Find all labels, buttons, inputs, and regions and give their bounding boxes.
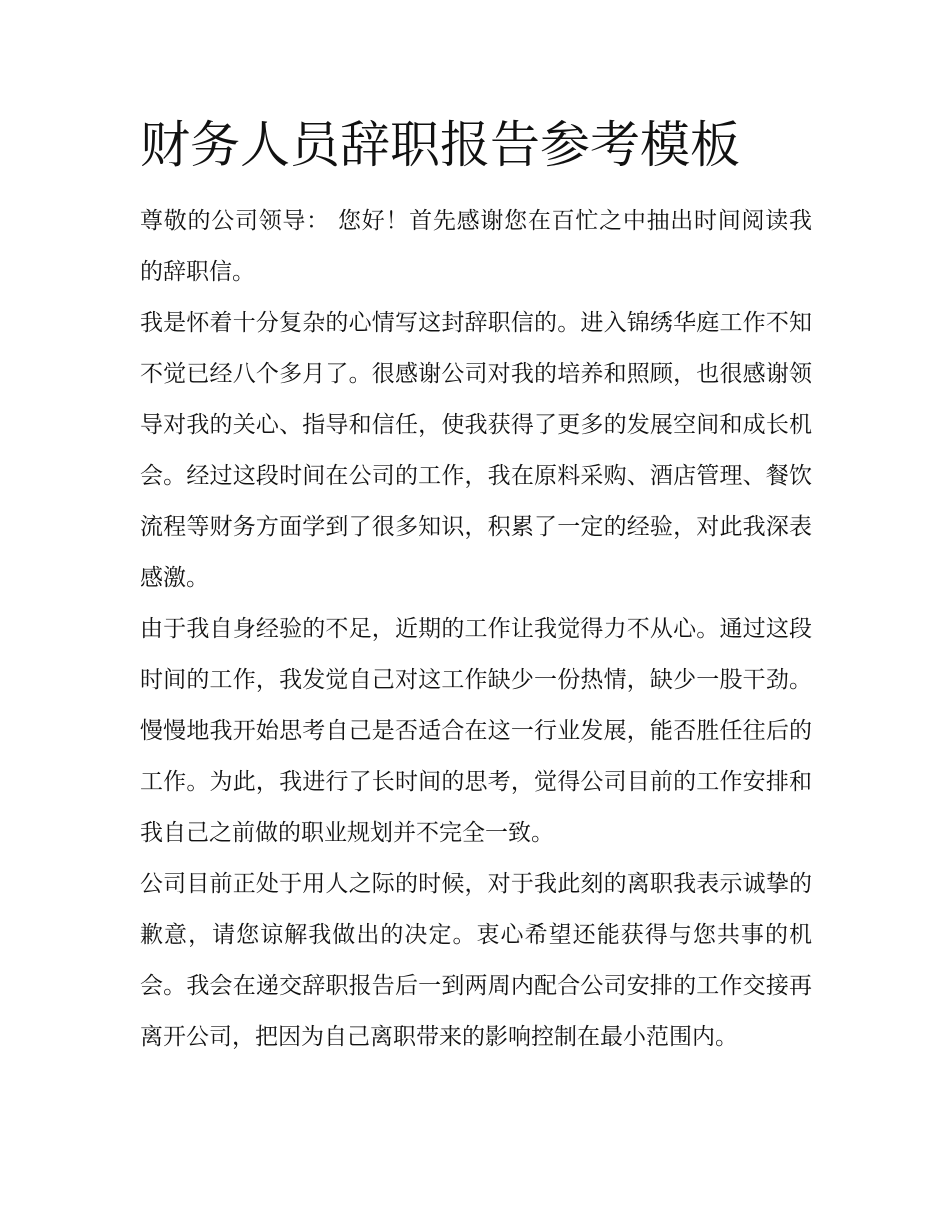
paragraph-greeting: 尊敬的公司领导： 您好！首先感谢您在百忙之中抽出时间阅读我的辞职信。 [140, 208, 812, 285]
paragraph-gratitude: 我是怀着十分复杂的心情写这封辞职信的。进入锦绣华庭工作不知不觉已经八个多月了。很感谢公司对我的培养和照顾，也很感谢领导对我的关心、指导和信任，使我获得了更多的发展空间和成长机会。经过这段时间在公司的工作，我在原料采购、酒店管理、餐饮流程等财务方面学到了很多知识，积累了一定的经验，对此我深表感激。 [140, 310, 812, 591]
paragraph-reason: 由于我自身经验的不足，近期的工作让我觉得力不从心。通过这段时间的工作，我发觉自己对这工作缺少一份热情，缺少一股干劲。慢慢地我开始思考自己是否适合在这一行业发展，能否胜任往后的工作。为此，我进行了长时间的思考，觉得公司目前的工作安排和我自己之前做的职业规划并不完全一致。 [140, 616, 812, 846]
paragraph-apology: 公司目前正处于用人之际的时候，对于我此刻的离职我表示诚挚的歉意，请您谅解我做出的决定。衷心希望还能获得与您共事的机会。我会在递交辞职报告后一到两周内配合公司安排的工作交接再离开公司，把因为自己离职带来的影响控制在最小范围内。 [140, 871, 812, 1050]
document-body [140, 196, 812, 1063]
document-title: 财务人员辞职报告参考模板 [140, 116, 740, 174]
